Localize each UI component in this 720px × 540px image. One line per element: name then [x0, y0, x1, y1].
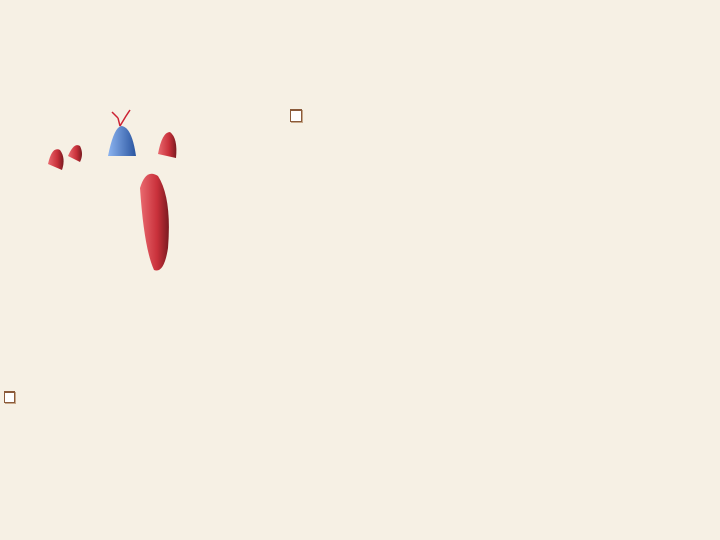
peripheral-protein-shape-2: [68, 145, 82, 162]
transmembrane-protein-shape: [140, 174, 169, 271]
checkbox-bullet-icon: [4, 392, 15, 403]
checkbox-bullet-icon: [290, 110, 302, 122]
peripheral-protein-shape: [48, 149, 64, 170]
carbohydrate-chain: [112, 110, 130, 126]
membrane-diagram: [8, 98, 280, 278]
glycoprotein-shape: [108, 126, 136, 156]
bullet-list: [290, 106, 715, 107]
integral-protein-shape: [158, 132, 176, 158]
membrane-illustration: [8, 98, 280, 278]
bottom-paragraphs: [4, 388, 718, 389]
